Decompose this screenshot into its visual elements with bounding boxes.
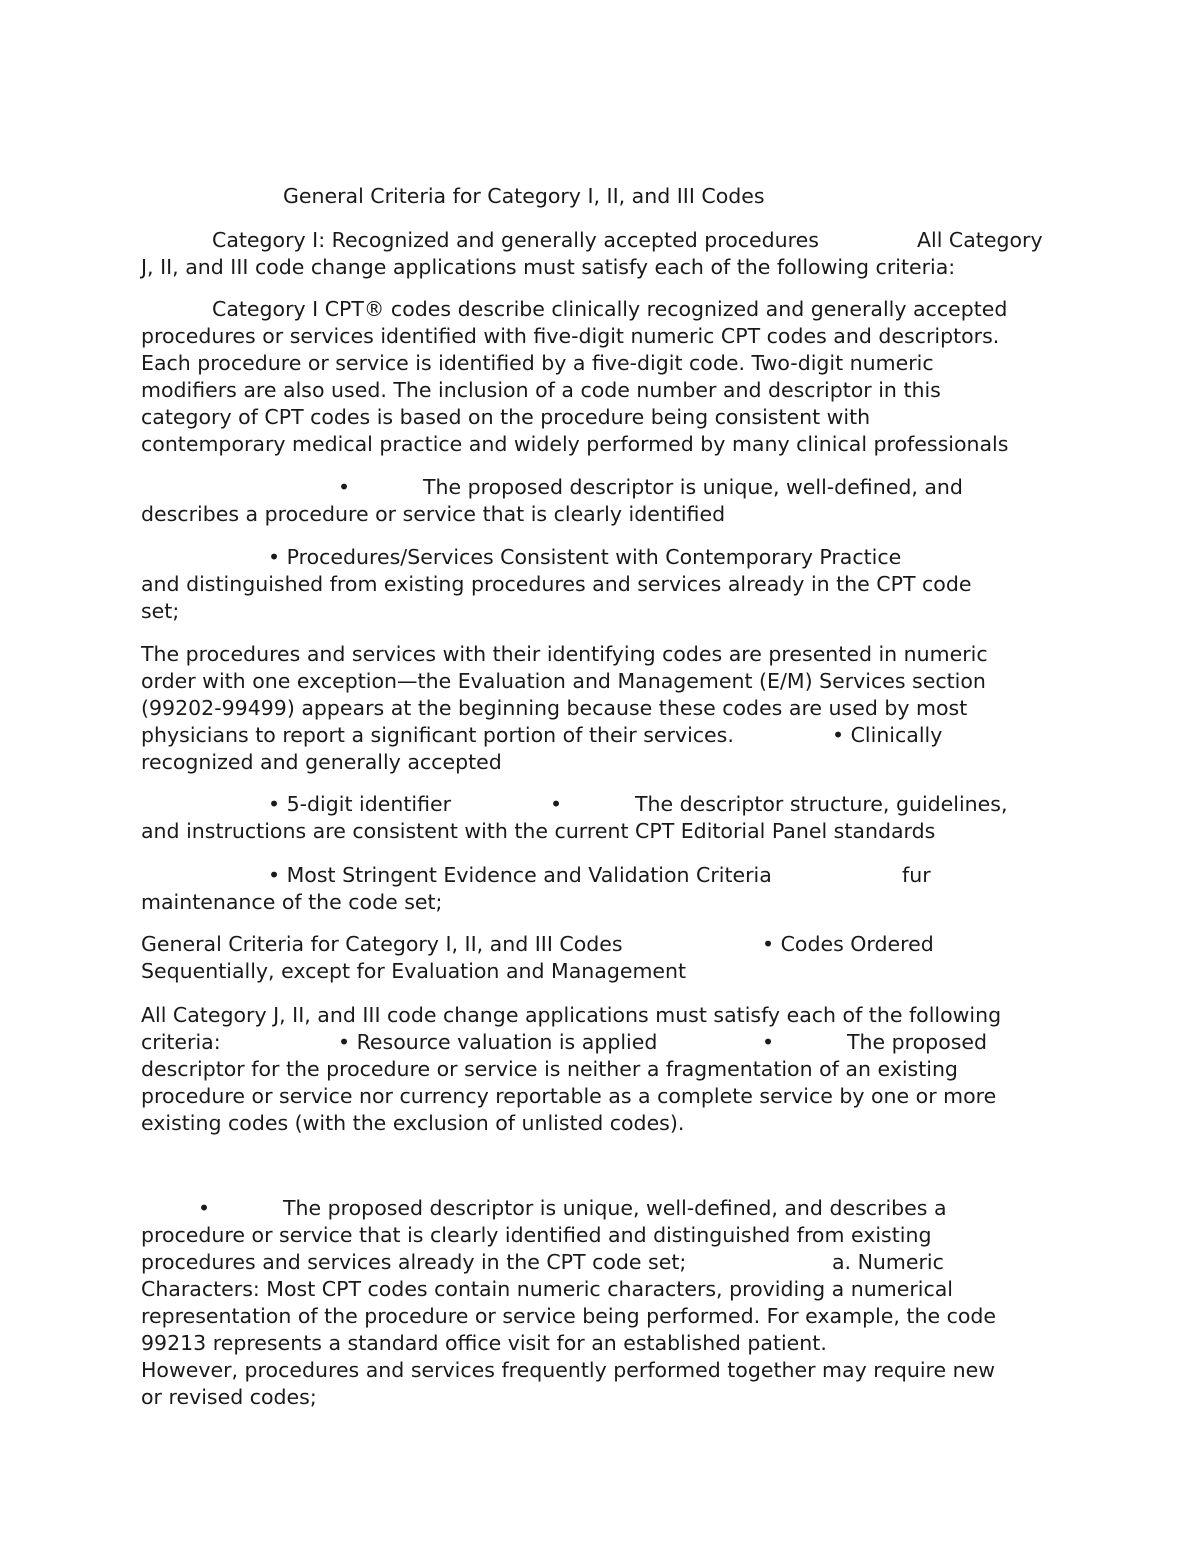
text-line: a. Numeric (832, 1250, 944, 1274)
text-line: All Category (917, 228, 1043, 252)
text-line: The proposed (847, 1030, 988, 1054)
text-line: J, II, and III code change applications must satisfy each of the following criteria: (141, 255, 956, 279)
bullet: • (198, 1196, 211, 1220)
document-title: General Criteria for Category I, II, and III Codes (283, 184, 765, 208)
text-line: • 5-digit identifier (268, 792, 452, 816)
text-line: The descriptor structure, guidelines, (635, 792, 1008, 816)
text-line: Characters: Most CPT codes contain numeric characters, providing a numerical (141, 1277, 953, 1301)
text-line: category of CPT codes is based on the procedure being consistent with (141, 405, 871, 429)
text-line: Each procedure or service is identified by a five-digit code. Two-digit numeric (141, 351, 934, 375)
text-line: The proposed descriptor is unique, well-defined, and (423, 475, 963, 499)
text-line: General Criteria for Category I, II, and III Codes (141, 932, 623, 956)
bullet: • (762, 1030, 775, 1054)
text-line: • Most Stringent Evidence and Validation Criteria (268, 863, 772, 887)
text-line: procedures or services identified with five-digit numeric CPT codes and descriptors. (141, 324, 1000, 348)
text-line: • Codes Ordered (762, 932, 934, 956)
text-line: However, procedures and services frequently performed together may require new (141, 1358, 995, 1382)
text-line: procedures and services already in the CPT code set; (141, 1250, 687, 1274)
text-line: All Category J, II, and III code change applications must satisfy each of the following (141, 1003, 1002, 1027)
text-line: describes a procedure or service that is clearly identified (141, 502, 726, 526)
text-line: maintenance of the code set; (141, 890, 443, 914)
text-line: criteria: (141, 1030, 221, 1054)
text-line: Category I: Recognized and generally accepted procedures (212, 228, 819, 252)
text-line: modifiers are also used. The inclusion of a code number and descriptor in this (141, 378, 941, 402)
text-line: contemporary medical practice and widely performed by many clinical professionals (141, 432, 1009, 456)
text-line: fur (902, 863, 931, 887)
text-line: procedure or service that is clearly identified and distinguished from existing (141, 1223, 932, 1247)
text-line: procedure or service nor currency reportable as a complete service by one or more (141, 1084, 997, 1108)
text-line: descriptor for the procedure or service is neither a fragmentation of an existing (141, 1057, 958, 1081)
bullet: • (550, 792, 563, 816)
text-line: set; (141, 599, 180, 623)
text-line: and distinguished from existing procedures and services already in the CPT code (141, 572, 972, 596)
text-line: physicians to report a significant portion of their services. (141, 723, 734, 747)
text-line: The proposed descriptor is unique, well-defined, and describes a (283, 1196, 947, 1220)
text-line: existing codes (with the exclusion of unlisted codes). (141, 1111, 685, 1135)
text-line: (99202-99499) appears at the beginning because these codes are used by most (141, 696, 968, 720)
text-line: recognized and generally accepted (141, 750, 502, 774)
text-line: Sequentially, except for Evaluation and Management (141, 959, 687, 983)
text-line: 99213 represents a standard office visit for an established patient. (141, 1331, 827, 1355)
text-line: The procedures and services with their identifying codes are presented in numeric (141, 642, 988, 666)
text-line: representation of the procedure or service being performed. For example, the code (141, 1304, 997, 1328)
text-line: • Resource valuation is applied (338, 1030, 658, 1054)
bullet: • (338, 475, 351, 499)
text-line: or revised codes; (141, 1385, 317, 1409)
text-line: and instructions are consistent with the current CPT Editorial Panel standards (141, 819, 936, 843)
text-line: • Clinically (832, 723, 943, 747)
text-line: • Procedures/Services Consistent with Contemporary Practice (268, 545, 902, 569)
text-line: Category I CPT® codes describe clinically recognized and generally accepted (212, 297, 1008, 321)
text-line: order with one exception—the Evaluation and Management (E/M) Services section (141, 669, 986, 693)
